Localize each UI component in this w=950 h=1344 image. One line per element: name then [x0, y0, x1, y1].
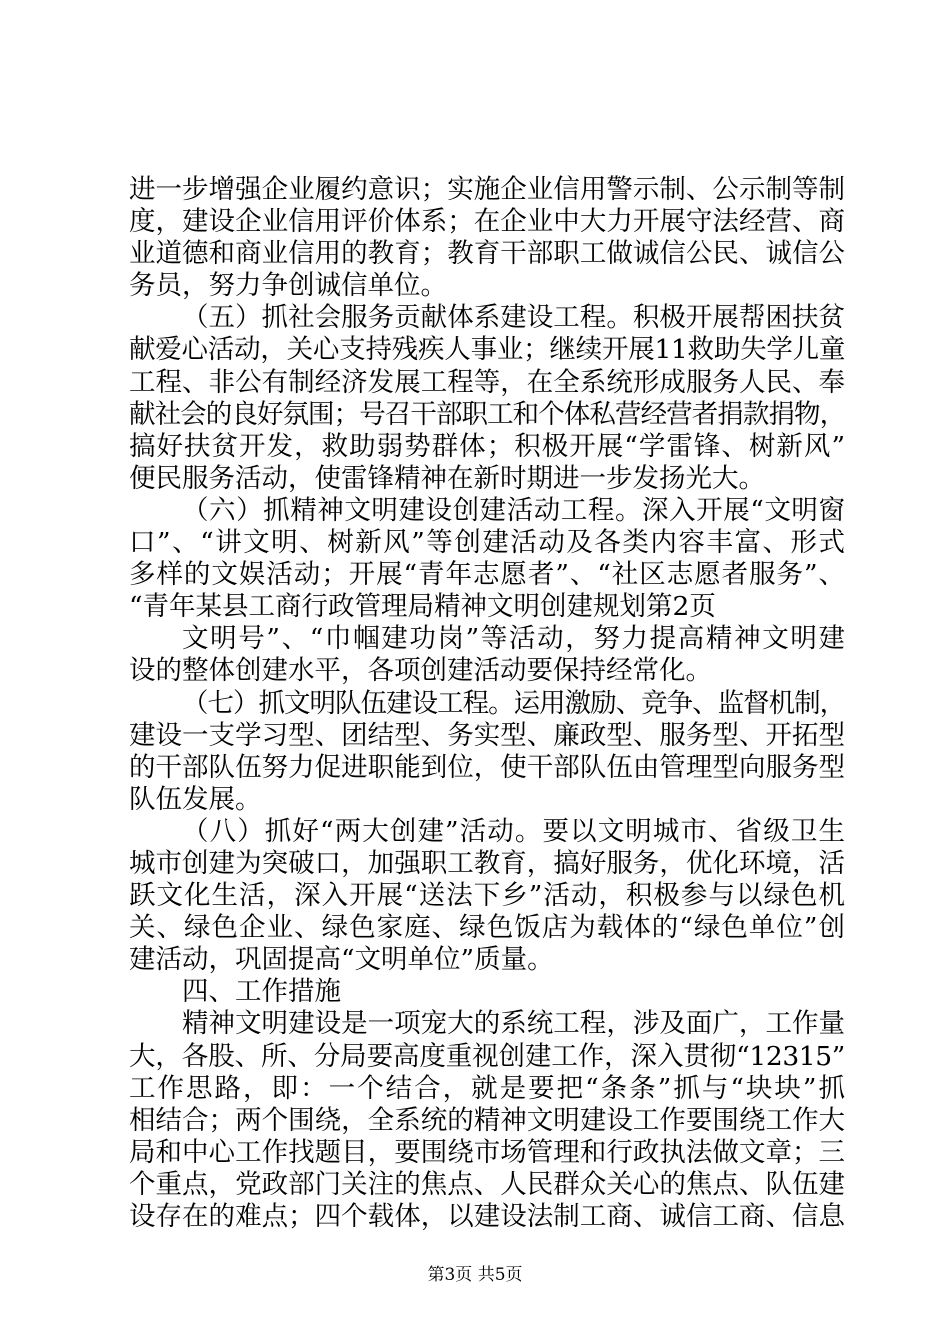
text-line: 局和中心工作找题目，要围绕市场管理和行政执法做文章；三: [129, 1136, 845, 1168]
text-line: 四、工作措施: [182, 976, 341, 1008]
text-line: （七）抓文明队伍建设工程。运用激励、竞争、监督机制，: [182, 687, 845, 719]
text-line: 建设一支学习型、团结型、务实型、廉政型、服务型、开拓型: [129, 719, 845, 751]
text-line: 搞好扶贫开发，救助弱势群体；积极开展“学雷锋、树新风”: [129, 430, 845, 462]
text-line: 务员，努力争创诚信单位。: [129, 270, 447, 302]
text-line: 献社会的良好氛围；号召干部职工和个体私营经营者捐款捐物，: [129, 398, 845, 430]
text-line: 设存在的难点；四个载体，以建设法制工商、诚信工商、信息: [129, 1201, 845, 1232]
text-line: 城市创建为突破口，加强职工教育，搞好服务，优化环境，活: [129, 847, 845, 879]
text-line: 关、绿色企业、绿色家庭、绿色饭店为载体的“绿色单位”创: [129, 912, 845, 944]
text-line: 精神文明建设是一项宠大的系统工程，涉及面广，工作量: [182, 1008, 845, 1040]
text-line: 建活动，巩固提高“文明单位”质量。: [129, 944, 554, 976]
text-line: 的干部队伍努力促进职能到位，使干部队伍由管理型向服务型: [129, 751, 845, 783]
text-line: 设的整体创建水平，各项创建活动要保持经常化。: [129, 655, 712, 687]
text-line: 便民服务活动，使雷锋精神在新时期进一步发扬光大。: [129, 462, 765, 494]
body-text: [129, 174, 845, 1233]
page-footer: 第3页 共5页: [427, 1265, 523, 1285]
text-line: 进一步增强企业履约意识；实施企业信用警示制、公示制等制: [129, 174, 845, 205]
text-line: “青年某县工商行政管理局精神文明创建规划第2页: [129, 591, 716, 623]
text-line: 度，建设企业信用评价体系；在企业中大力开展守法经营、商: [129, 206, 845, 238]
text-line: 队伍发展。: [129, 783, 262, 815]
text-line: 口”、“讲文明、树新风”等创建活动及各类内容丰富、形式: [129, 527, 845, 559]
text-line: 业道德和商业信用的教育；教育干部职工做诚信公民、诚信公: [129, 238, 845, 270]
text-line: 多样的文娱活动；开展“青年志愿者”、“社区志愿者服务”、: [129, 559, 845, 591]
text-line: 文明号”、“巾帼建功岗”等活动，努力提高精神文明建: [182, 623, 845, 655]
text-line: （八）抓好“两大创建”活动。要以文明城市、省级卫生: [182, 815, 845, 847]
text-line: 大，各股、所、分局要高度重视创建工作，深入贯彻“12315”: [129, 1040, 845, 1072]
text-line: 工作思路，即：一个结合，就是要把“条条”抓与“块块”抓: [129, 1072, 845, 1104]
text-line: 工程、非公有制经济发展工程等，在全系统形成服务人民、奉: [129, 366, 845, 398]
text-line: （六）抓精神文明建设创建活动工程。深入开展“文明窗: [182, 494, 845, 526]
text-line: 跃文化生活，深入开展“送法下乡”活动，积极参与以绿色机: [129, 880, 845, 912]
text-line: 献爱心活动，关心支持残疾人事业；继续开展11救助失学儿童: [129, 334, 845, 366]
text-line: 个重点，党政部门关注的焦点、人民群众关心的焦点、队伍建: [129, 1168, 845, 1200]
text-line: 相结合；两个围绕，全系统的精神文明建设工作要围绕工作大: [129, 1104, 845, 1136]
text-line: （五）抓社会服务贡献体系建设工程。积极开展帮困扶贫: [182, 302, 845, 334]
